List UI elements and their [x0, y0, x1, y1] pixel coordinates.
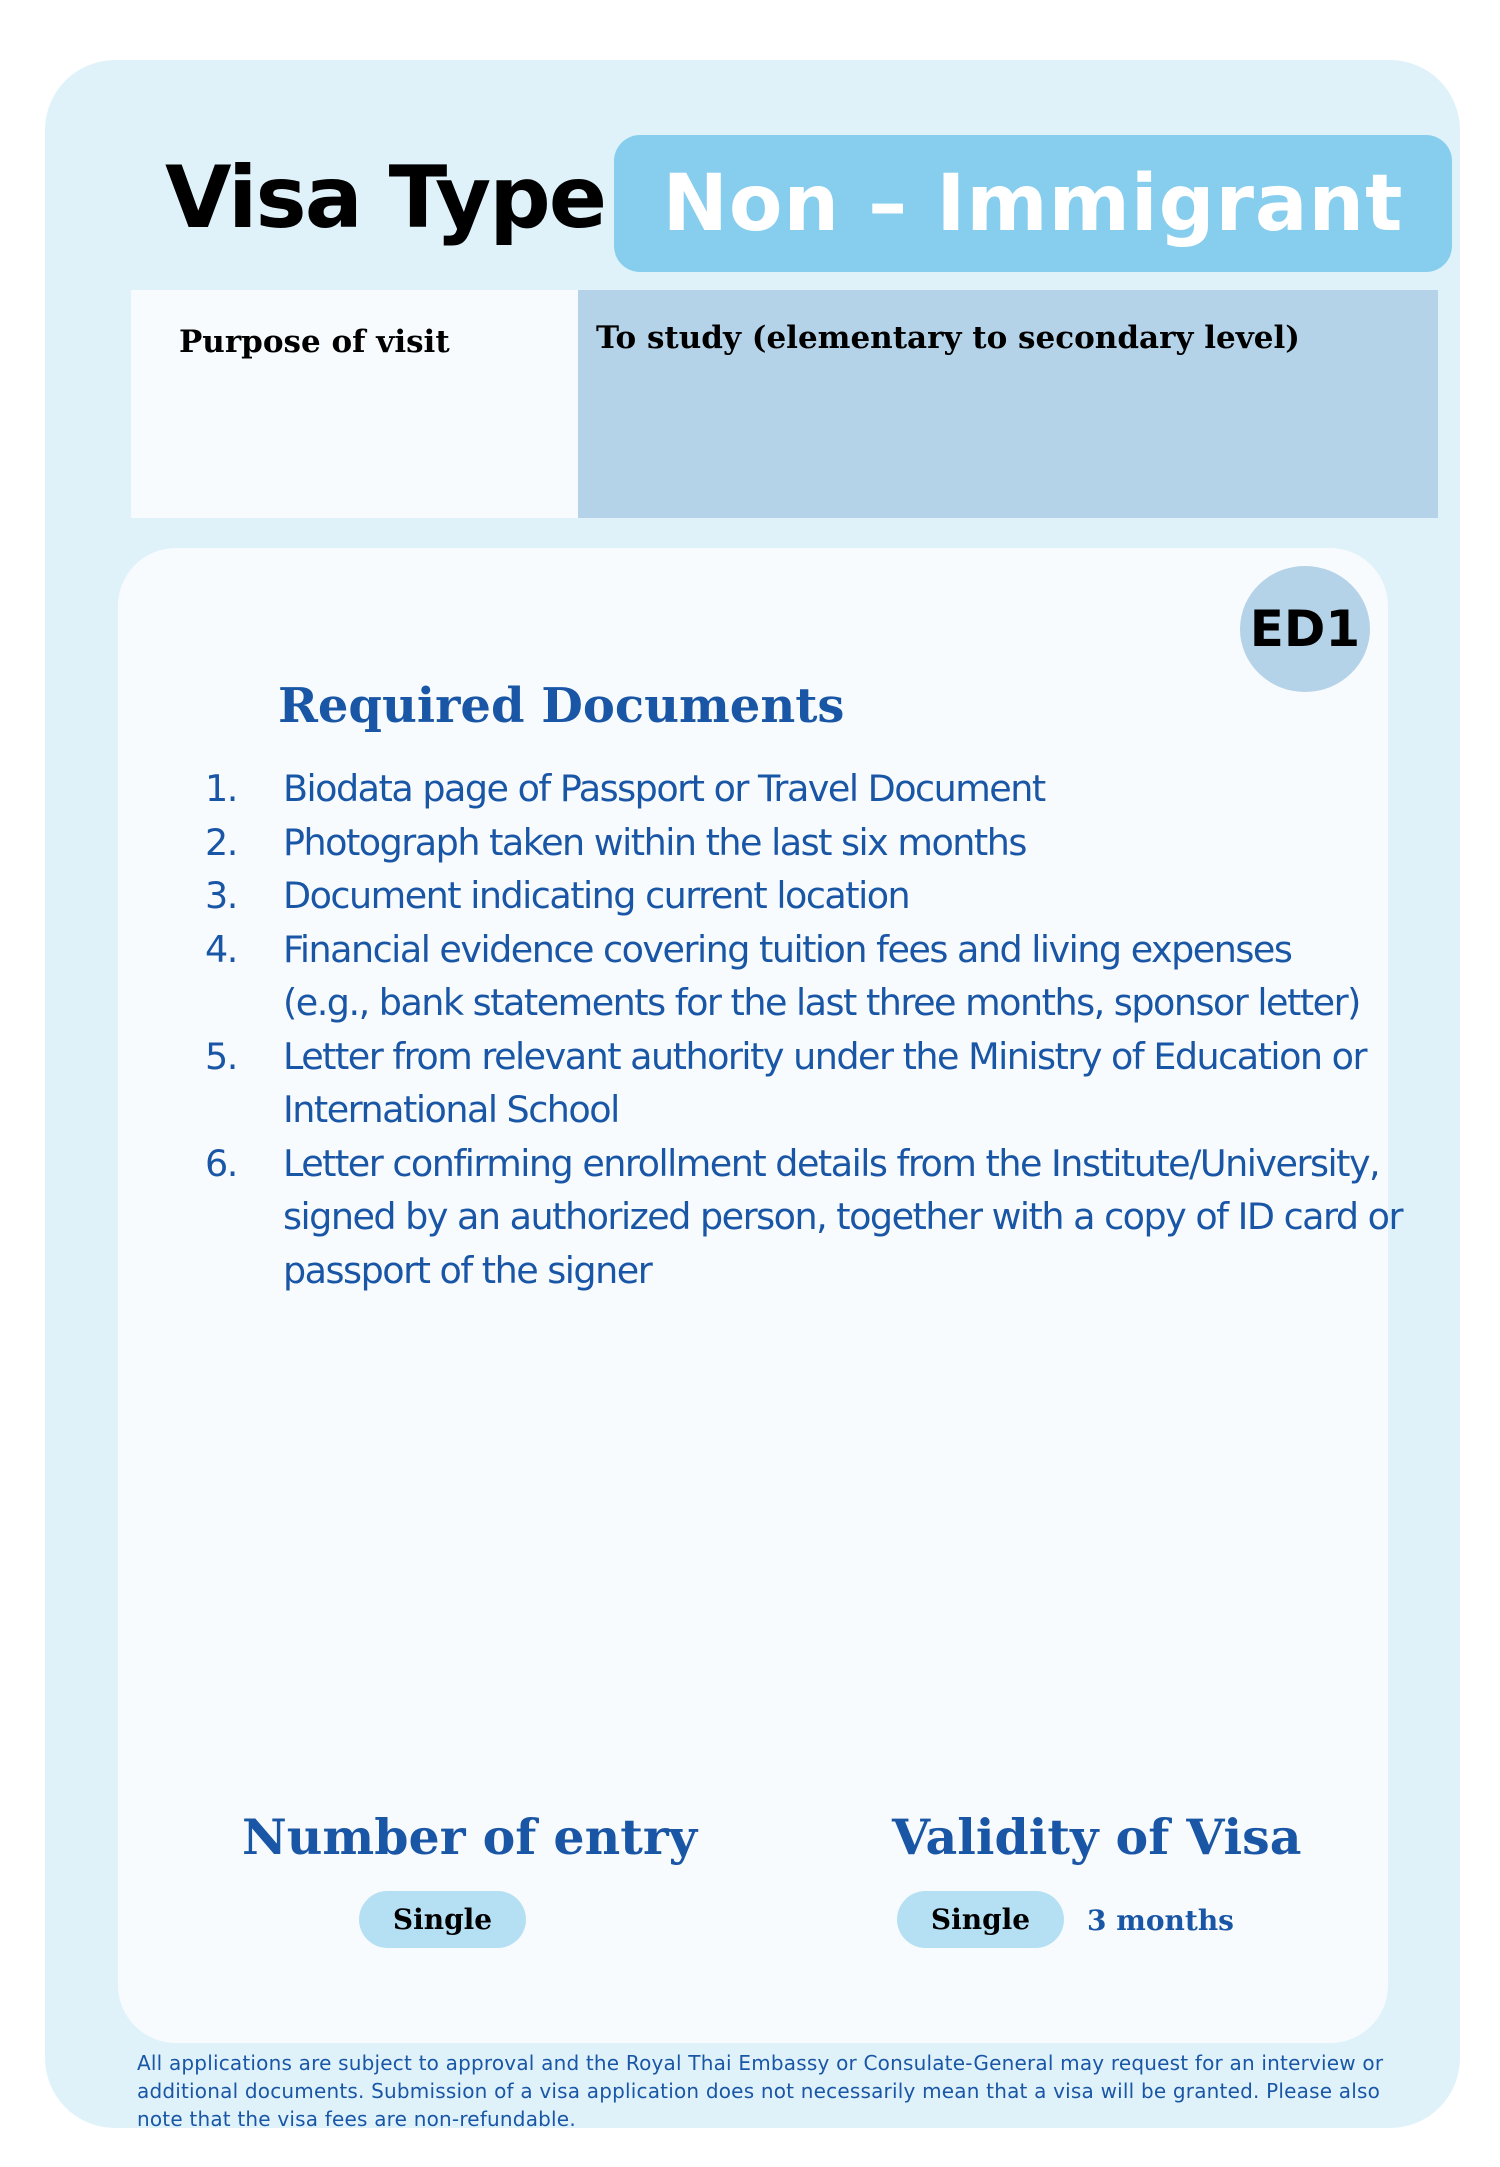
visa-type-pill	[614, 135, 1452, 272]
document-item-number: 4.	[205, 927, 237, 971]
document-item	[205, 869, 1405, 923]
number-of-entry-pill: Single	[359, 1891, 526, 1948]
purpose-label-cell	[131, 290, 578, 518]
document-item-text: Biodata page of Passport or Travel Document	[283, 767, 1045, 810]
purpose-value: To study (elementary to secondary level)	[596, 320, 1300, 356]
document-item-text: International School	[283, 1088, 619, 1131]
disclaimer-line: All applications are subject to approval and the Royal Thai Embassy or Consulate-General may request for an interview or	[137, 2051, 1384, 2075]
visa-type-label: Visa Type	[165, 148, 606, 248]
document-item-text: signed by an authorized person, together with a copy of ID card or	[283, 1195, 1403, 1238]
disclaimer	[137, 2049, 1387, 2133]
purpose-value-cell	[578, 290, 1438, 518]
document-item	[205, 923, 1405, 1030]
disclaimer-line: additional documents. Submission of a visa application does not necessarily mean that a visa will be granted. Please also	[137, 2079, 1381, 2103]
document-item-text: Letter confirming enrollment details from the Institute/University,	[283, 1141, 1380, 1185]
number-of-entry-heading: Number of entry	[242, 1808, 698, 1866]
document-item-number: 2.	[205, 820, 237, 864]
document-item	[205, 816, 1405, 870]
validity-entry-pill: Single	[897, 1891, 1064, 1948]
document-item-number: 1.	[205, 767, 237, 810]
document-item-number: 5.	[205, 1034, 237, 1078]
document-item	[205, 762, 1405, 816]
document-item-text: passport of the signer	[283, 1248, 652, 1292]
required-documents-heading: Required Documents	[278, 678, 845, 734]
visa-code-badge	[1240, 566, 1370, 692]
document-item-text: (e.g., bank statements for the last three months, sponsor letter)	[283, 981, 1360, 1024]
purpose-label: Purpose of visit	[179, 324, 450, 360]
validity-heading: Validity of Visa	[892, 1808, 1302, 1866]
document-item-text: Document indicating current location	[283, 874, 910, 917]
document-item-number: 6.	[205, 1141, 237, 1185]
document-item-text: Photograph taken within the last six months	[283, 820, 1026, 864]
required-documents-list	[205, 762, 1405, 1297]
document-item	[205, 1137, 1405, 1298]
visa-type-value: Non – Immigrant	[662, 158, 1404, 249]
disclaimer-line: note that the visa fees are non-refundable.	[137, 2107, 576, 2131]
document-item	[205, 1030, 1405, 1137]
visa-code-text: ED1	[1249, 600, 1361, 658]
validity-duration: 3 months	[1087, 1904, 1234, 1937]
document-item-text: Financial evidence covering tuition fees and living expenses	[283, 927, 1292, 971]
document-item-text: Letter from relevant authority under the Ministry of Education or	[283, 1034, 1366, 1078]
document-item-number: 3.	[205, 874, 237, 917]
